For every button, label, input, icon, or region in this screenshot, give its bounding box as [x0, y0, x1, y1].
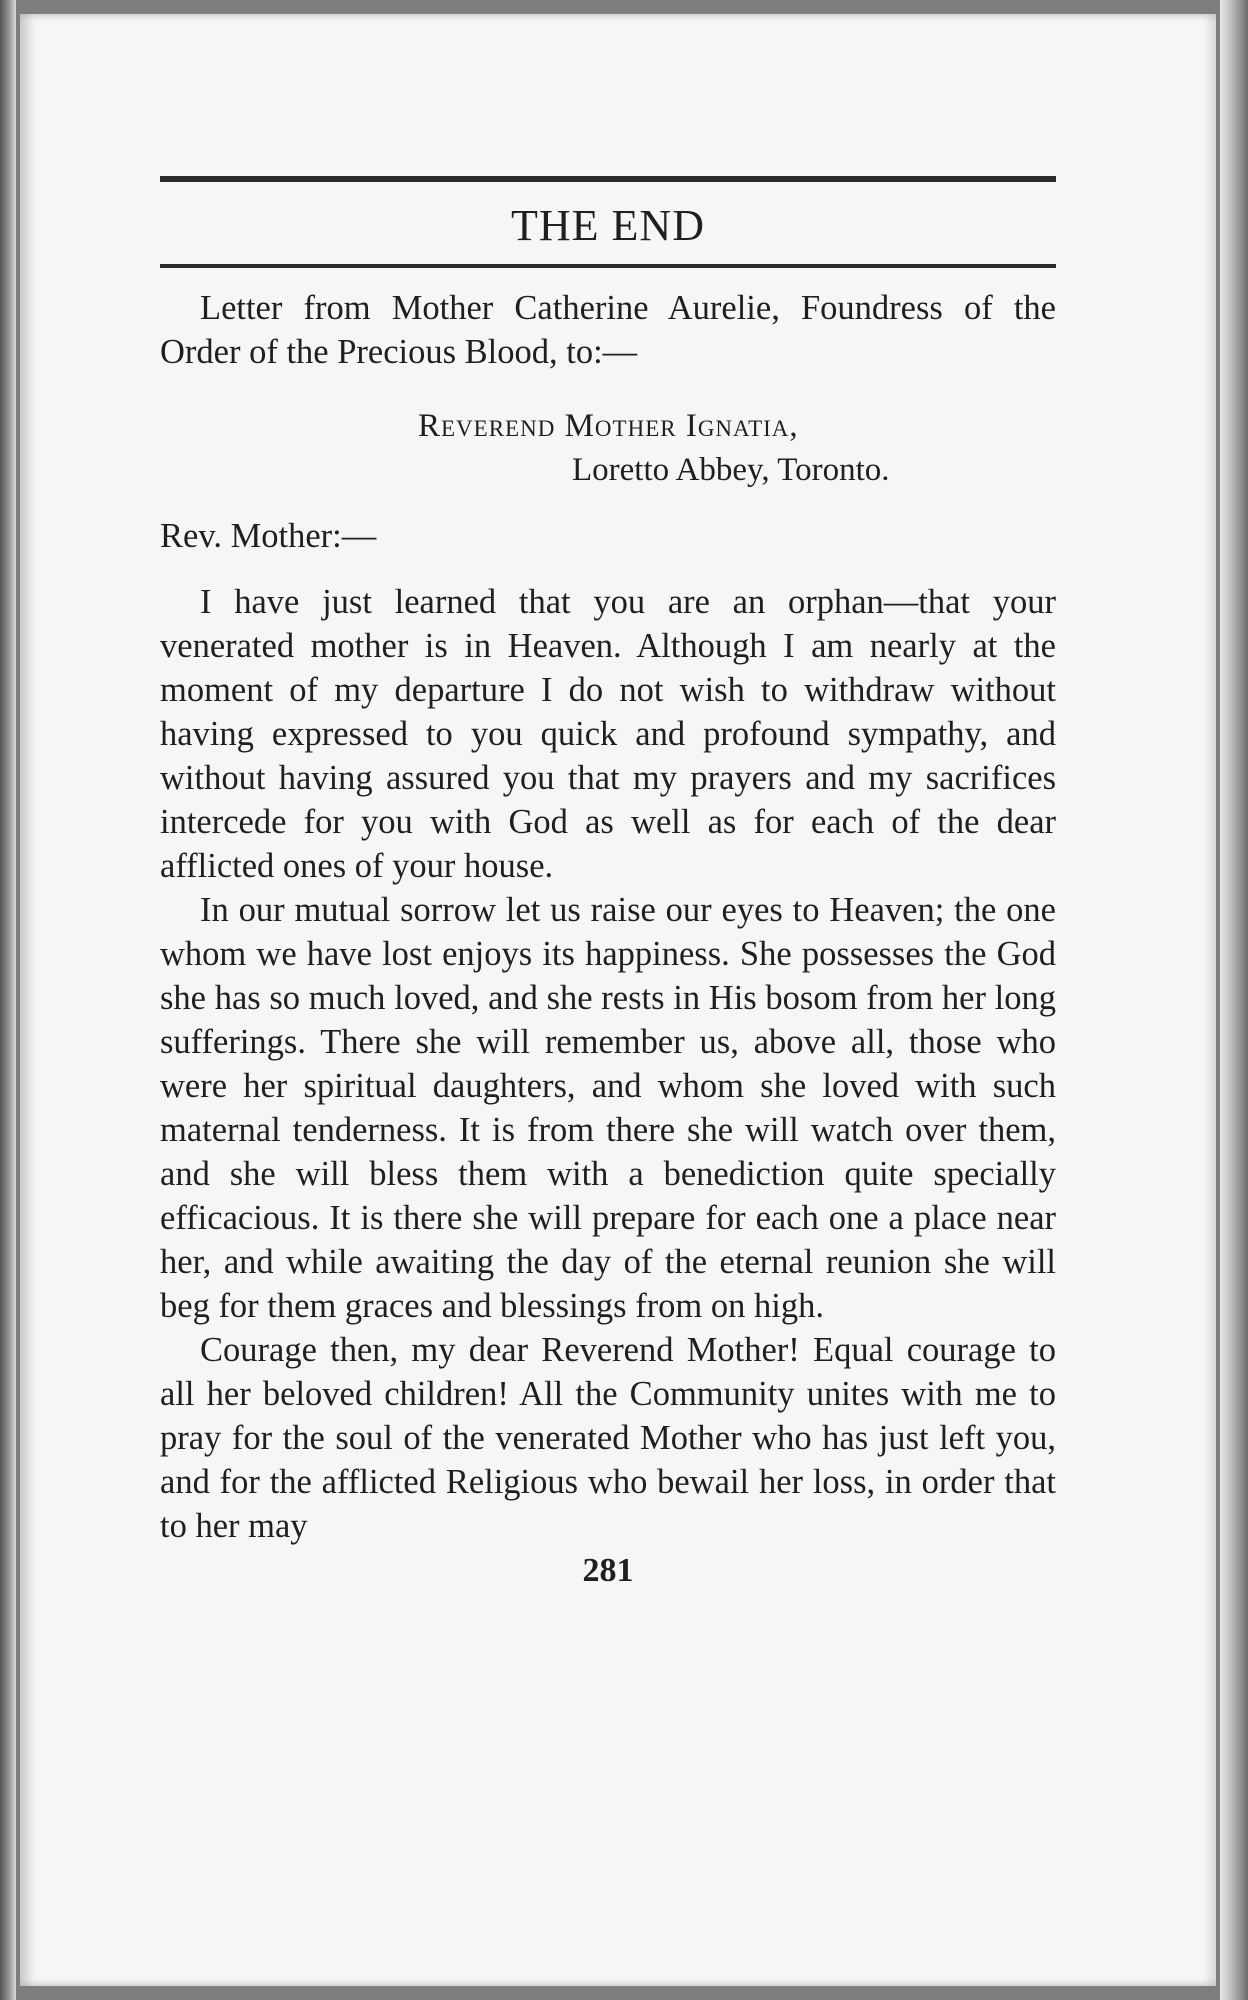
- page-content: [160, 176, 1056, 1588]
- addressee-name: Reverend Mother Ignatia,: [418, 408, 799, 444]
- top-rule: [160, 176, 1056, 182]
- body-paragraph: I have just learned that you are an orphan—that your venerated mother is in Heaven. Although I am nearly at the moment of my departure I do not wish to withdraw without having expressed to you quick and profound sympathy, and without having assured you that my prayers and my sacrifices intercede for you with God as well as for each of the dear afflicted ones of your house.: [160, 583, 1056, 885]
- book-spine-edge: [0, 0, 16, 2000]
- heading-rule: [160, 264, 1056, 268]
- salutation: Rev. Mother:—: [160, 517, 377, 555]
- addressee-block: [160, 404, 1056, 492]
- intro-paragraph: Letter from Mother Catherine Aurelie, Foundress of the Order of the Precious Blood, to:—: [160, 289, 1056, 371]
- section-heading: THE END: [511, 201, 705, 250]
- page-number: 281: [582, 1552, 634, 1589]
- page-right-edge: [1220, 0, 1248, 2000]
- body-paragraph: Courage then, my dear Reverend Mother! Equal courage to all her beloved children! All the Community unites with me to pray for the soul of the venerated Mother who has just left you, and for the afflicted Religious who bewail her loss, in order that to her may: [160, 1331, 1056, 1545]
- body-paragraph: In our mutual sorrow let us raise our eyes to Heaven; the one whom we have lost enjoys its happiness. She possesses the God she has so much loved, and she rests in His bosom from her long sufferings. There she will remember us, above all, those who were her spiritual daughters, and whom she loved with such maternal tenderness. It is from there she will watch over them, and she will bless them with a benediction quite specially efficacious. It is there she will prepare for each one a place near her, and while awaiting the day of the eternal reunion she will beg for them graces and blessings from on high.: [160, 891, 1056, 1325]
- addressee-place: Loretto Abbey, Toronto.: [572, 452, 890, 488]
